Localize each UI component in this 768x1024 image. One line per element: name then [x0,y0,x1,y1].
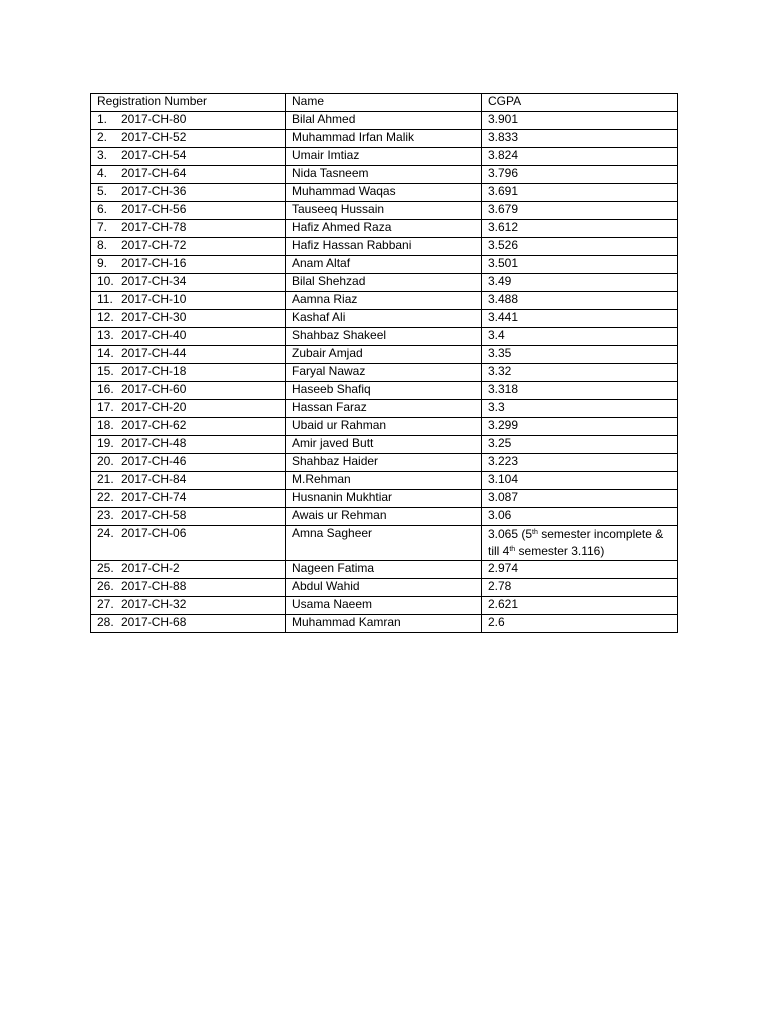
registration-cell [91,561,286,579]
registration-cell [91,292,286,310]
registration-cell [91,328,286,346]
registration-number: 2017-CH-10 [121,292,187,306]
row-number: 25. [97,561,114,575]
registration-number: 2017-CH-34 [121,274,187,288]
registration-number: 2017-CH-64 [121,166,187,180]
registration-number: 2017-CH-56 [121,202,187,216]
registration-cell [91,256,286,274]
name-cell: Amir javed Butt [286,436,482,454]
row-number: 15. [97,364,114,378]
table-row [91,274,678,292]
row-number: 3. [97,148,108,162]
registration-cell [91,130,286,148]
table-row [91,382,678,400]
registration-number: 2017-CH-18 [121,364,187,378]
registration-cell [91,579,286,597]
registration-cell [91,418,286,436]
registration-cell [91,274,286,292]
name-cell: Shahbaz Haider [286,454,482,472]
registration-number: 2017-CH-52 [121,130,187,144]
cgpa-text: semester 3.116) [515,544,605,558]
name-cell: Nida Tasneem [286,166,482,184]
header-registration-number: Registration Number [91,94,286,112]
table-row [91,130,678,148]
name-cell: Haseeb Shafiq [286,382,482,400]
registration-cell [91,400,286,418]
registration-cell [91,454,286,472]
name-cell: Amna Sagheer [286,526,482,561]
registration-number: 2017-CH-36 [121,184,187,198]
ordinal-suffix: th [509,546,516,553]
cgpa-cell: 3.06 [482,508,678,526]
cgpa-cell: 2.78 [482,579,678,597]
cgpa-cell: 2.621 [482,597,678,615]
table-row [91,220,678,238]
cgpa-cell: 3.796 [482,166,678,184]
registration-cell [91,166,286,184]
cgpa-cell: 3.441 [482,310,678,328]
registration-number: 2017-CH-48 [121,436,187,450]
registration-cell [91,310,286,328]
row-number: 21. [97,472,114,486]
cgpa-cell: 3.35 [482,346,678,364]
row-number: 22. [97,490,114,504]
table-row [91,148,678,166]
registration-cell [91,238,286,256]
name-cell: Shahbaz Shakeel [286,328,482,346]
registration-number: 2017-CH-88 [121,579,187,593]
table-row [91,436,678,454]
registration-number: 2017-CH-40 [121,328,187,342]
table-row [91,328,678,346]
row-number: 18. [97,418,114,432]
registration-number: 2017-CH-30 [121,310,187,324]
name-cell: M.Rehman [286,472,482,490]
cgpa-cell: 3.49 [482,274,678,292]
table-row [91,256,678,274]
table-row [91,310,678,328]
name-cell: Nageen Fatima [286,561,482,579]
registration-number: 2017-CH-06 [121,526,187,540]
cgpa-cell: 3.087 [482,490,678,508]
cgpa-cell: 3.679 [482,202,678,220]
row-number: 14. [97,346,114,360]
registration-number: 2017-CH-16 [121,256,187,270]
results-table [90,93,678,633]
row-number: 28. [97,615,114,629]
table-row [91,166,678,184]
name-cell: Zubair Amjad [286,346,482,364]
row-number: 12. [97,310,114,324]
registration-cell [91,220,286,238]
cgpa-cell: 3.691 [482,184,678,202]
name-cell: Abdul Wahid [286,579,482,597]
row-number: 20. [97,454,114,468]
registration-cell [91,364,286,382]
row-number: 7. [97,220,108,234]
name-cell: Usama Naeem [286,597,482,615]
row-number: 19. [97,436,114,450]
table-row [91,202,678,220]
cgpa-cell: 3.901 [482,112,678,130]
header-name: Name [286,94,482,112]
row-number: 24. [97,526,114,540]
registration-number: 2017-CH-84 [121,472,187,486]
row-number: 4. [97,166,108,180]
ordinal-suffix: th [532,529,538,536]
registration-number: 2017-CH-20 [121,400,187,414]
registration-number: 2017-CH-44 [121,346,187,360]
registration-number: 2017-CH-72 [121,238,187,252]
row-number: 13. [97,328,114,342]
cgpa-cell: 3.833 [482,130,678,148]
row-number: 5. [97,184,108,198]
name-cell: Husnanin Mukhtiar [286,490,482,508]
table-row [91,292,678,310]
registration-cell [91,508,286,526]
table-row [91,615,678,633]
registration-number: 2017-CH-78 [121,220,187,234]
cgpa-cell [482,526,678,561]
row-number: 10. [97,274,114,288]
table-body [91,112,678,633]
row-number: 11. [97,292,113,306]
table-header-row [91,94,678,112]
registration-cell [91,346,286,364]
registration-number: 2017-CH-62 [121,418,187,432]
registration-cell [91,202,286,220]
name-cell: Hafiz Ahmed Raza [286,220,482,238]
row-number: 17. [97,400,114,414]
table-row [91,364,678,382]
cgpa-cell: 3.299 [482,418,678,436]
registration-cell [91,148,286,166]
cgpa-cell: 3.3 [482,400,678,418]
name-cell: Anam Altaf [286,256,482,274]
registration-number: 2017-CH-58 [121,508,187,522]
table-row [91,184,678,202]
name-cell: Aamna Riaz [286,292,482,310]
cgpa-text: 3.065 (5 [488,527,533,541]
table-row [91,508,678,526]
row-number: 1. [97,112,108,126]
registration-number: 2017-CH-46 [121,454,187,468]
registration-cell [91,382,286,400]
name-cell: Muhammad Irfan Malik [286,130,482,148]
cgpa-cell: 3.824 [482,148,678,166]
table-row [91,400,678,418]
cgpa-cell: 3.32 [482,364,678,382]
cgpa-cell: 3.4 [482,328,678,346]
table-row [91,579,678,597]
cgpa-text: semester incomplete & till 4 [488,527,664,558]
row-number: 26. [97,579,114,593]
registration-number: 2017-CH-68 [121,615,187,629]
registration-number: 2017-CH-60 [121,382,187,396]
registration-number: 2017-CH-2 [121,561,180,575]
name-cell: Faryal Nawaz [286,364,482,382]
cgpa-cell: 3.526 [482,238,678,256]
table-row [91,561,678,579]
registration-cell [91,615,286,633]
name-cell: Kashaf Ali [286,310,482,328]
table-row [91,472,678,490]
registration-number: 2017-CH-32 [121,597,187,611]
registration-cell [91,490,286,508]
name-cell: Ubaid ur Rahman [286,418,482,436]
name-cell: Bilal Ahmed [286,112,482,130]
row-number: 23. [97,508,114,522]
cgpa-cell: 3.488 [482,292,678,310]
header-cgpa: CGPA [482,94,678,112]
registration-cell [91,436,286,454]
registration-cell [91,184,286,202]
table-row [91,418,678,436]
cgpa-cell: 3.612 [482,220,678,238]
row-number: 2. [97,130,108,144]
name-cell: Umair Imtiaz [286,148,482,166]
name-cell: Bilal Shehzad [286,274,482,292]
name-cell: Muhammad Kamran [286,615,482,633]
row-number: 27. [97,597,114,611]
table-row [91,346,678,364]
table-row [91,597,678,615]
cgpa-cell: 2.6 [482,615,678,633]
registration-number: 2017-CH-74 [121,490,187,504]
table-row [91,526,678,561]
table-row [91,490,678,508]
name-cell: Hassan Faraz [286,400,482,418]
registration-number: 2017-CH-54 [121,148,187,162]
table-row [91,238,678,256]
cgpa-cell: 3.104 [482,472,678,490]
cgpa-cell: 3.318 [482,382,678,400]
table-row [91,112,678,130]
row-number: 16. [97,382,114,396]
name-cell: Awais ur Rehman [286,508,482,526]
row-number: 8. [97,238,108,252]
row-number: 9. [97,256,108,270]
row-number: 6. [97,202,108,216]
name-cell: Tauseeq Hussain [286,202,482,220]
registration-cell [91,526,286,561]
cgpa-cell: 3.501 [482,256,678,274]
registration-number: 2017-CH-80 [121,112,187,126]
table-row [91,454,678,472]
registration-cell [91,597,286,615]
cgpa-cell: 3.25 [482,436,678,454]
name-cell: Muhammad Waqas [286,184,482,202]
cgpa-cell: 3.223 [482,454,678,472]
registration-cell [91,112,286,130]
name-cell: Hafiz Hassan Rabbani [286,238,482,256]
registration-cell [91,472,286,490]
cgpa-cell: 2.974 [482,561,678,579]
